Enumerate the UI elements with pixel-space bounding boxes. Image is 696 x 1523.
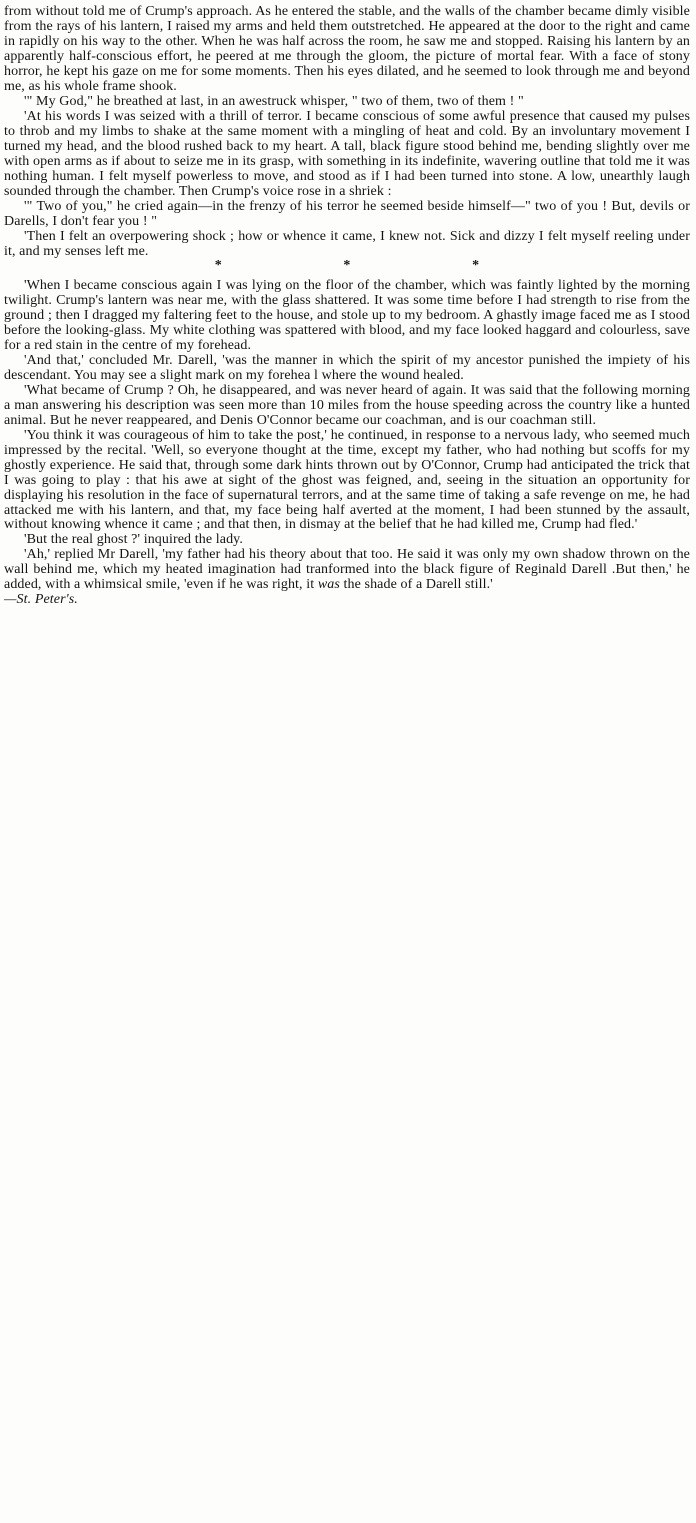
section-break-star: * — [472, 257, 480, 273]
paragraph-became-conscious: 'When I became conscious again I was lying on the floor of the chamber, which was faintly lighted by the morning twilight. Crump's lantern was near me, with the glass shattered. It was some time before I had strength to rise from the ground ; then I dragged my faltering feet to the house, and stole up to my bedroom. A ghastly image faced me as I stood before the looking-glass. My white clothing was spattered with blood, and my face looked haggard and colourless, save for a red stain in the centre of my forehead. — [4, 277, 690, 353]
final-paragraph-text: 'Ah,' replied Mr Darell, 'my father had his theory about that too. He said it was only my own shadow thrown on the wall behind me, which my heated imagination had tranformed into the black figure of Reginald Darell .But then,' he added, with a whimsical smile, 'even if he was right, it — [4, 547, 690, 593]
final-paragraph-ending: the shade of a Darell still.' — [339, 577, 493, 593]
paragraph-crump-approach: from without told me of Crump's approach. As he entered the stable, and the walls of the chamber became dimly visible from the rays of his lantern, I raised my arms and held them outstretched. He appeared at the door to the right and came in rapidly on his way to the other. When he was half across the room, he saw me and stopped. Raising his lantern by an apparently half-conscious effort, he peered at me through the gloom, the picture of mortal fear. With a face of stony horror, he kept his gaze on me for some moments. Then his eyes dilated, and he seemed to look through me and beyond me, as his whole frame shook. — [4, 4, 690, 94]
paragraph-overpowering-shock: 'Then I felt an overpowering shock ; how or whence it came, I knew not. Sick and dizzy I felt myself reeling under it, and my senses left me. — [4, 228, 690, 259]
paragraph-thrill-of-terror: 'At his words I was seized with a thrill of terror. I became conscious of some awful presence that caused my pulses to throb and my limbs to shake at the same moment with a mingling of heat and cold. By an involuntary movement I turned my head, and the blood rushed back to my heart. A tall, black figure stood behind me, bending slightly over me with open arms as if about to seize me in its grasp, with something in its indefinite, wavering outline that told me it was nothing human. I felt myself powerless to move, and stood as if I had been turned into stone. A low, unearthly laugh sounded through the chamber. Then Crump's voice rose in a shriek : — [4, 108, 690, 199]
paragraph-concluded-mr-darell: 'And that,' concluded Mr. Darell, 'was the manner in which the spirit of my ancestor punished the impiety of his descendant. You may see a slight mark on my forehea l where the wound healed. — [4, 352, 690, 383]
section-break-star: * — [214, 257, 222, 273]
paragraph-what-became-of-crump: 'What became of Crump ? Oh, he disappeared, and was never heard of again. It was said that the following morning a man answering his description was seen more than 10 miles from the house speeding across the country like a hunted animal. But he never reappeared, and Denis O'Connor became our coachman, and is our coachman still. — [4, 382, 690, 428]
paragraph-two-of-you: '" Two of you," he cried again—in the frenzy of his terror he seemed beside himself—" two of you ! But, devils or Darells, I don't fear you ! " — [4, 198, 690, 229]
section-break — [4, 259, 690, 278]
paragraph-courageous: 'You think it was courageous of him to take the post,' he continued, in response to a nervous lady, who seemed much impressed by the recital. 'Well, so everyone thought at the time, except my father, who had nothing but scoffs for my ghostly experience. He said that, through some dark hints thrown out by O'Connor, Crump had anticipated the trick that I was going to play : that his awe at sight of the ghost was feigned, and, seeing in the situation an opportunity for displaying his resolution in the face of supernatural terrors, and at the same time of taking a safe revenge on me, he had attacked me with his lantern, and that, my face being half averted at the moment, I had been stunned by the assault, without knowing whence it came ; and that then, in dismay at the belief that he had killed me, Crump had fled.' — [4, 427, 690, 533]
paragraph-real-ghost: 'But the real ghost ?' inquired the lady. — [24, 532, 243, 548]
source-credit: —St. Peter's. — [4, 592, 78, 608]
paragraph-my-god: '" My God," he breathed at last, in an awestruck whisper, " two of them, two of them ! " — [24, 93, 524, 109]
emphasized-word: was — [317, 577, 340, 593]
section-break-star: * — [343, 257, 351, 273]
paragraph-fathers-theory — [4, 547, 690, 592]
